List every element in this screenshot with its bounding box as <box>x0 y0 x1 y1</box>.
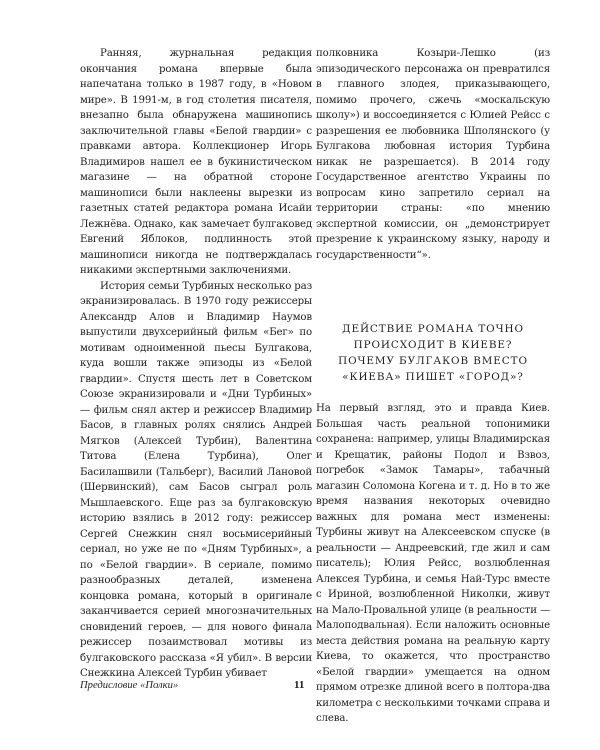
running-title: Предисловие «Полки» <box>80 680 179 691</box>
page-number: 11 <box>294 679 305 691</box>
right-column <box>316 46 550 727</box>
heading-line: «КИЕВА» ПИШЕТ «ГОРОД»? <box>342 371 524 383</box>
paragraph-continuation: полковника Козыри-Лешко (из эпизодического персонажа он превратился в главного злодея, приказывающего, помимо прочего, сжечь «москальскую школу») и воссоединяется с Юлией Рейсс с разрешения ее любовника Шполянского (у Булгакова любовная история Турбина никак не разрешается). В 2014 году Государственное агентство Украины по вопросам кино запретило сериал на территории страны: «по мнению экспертной комиссии, он „демонстрирует презрение к украинскому языку, народу и государственности“». <box>316 48 550 261</box>
paragraph-adaptations: История семьи Турбиных несколько раз экранизировалась. В 1970 году режиссеры Александр Алов и Владимир Наумов выпустили двухсерийный фильм «Бег» по мотивам одноименной пьесы Булгакова, куда вошли также эпизоды из «Белой гвардии». Спустя шесть лет в Советском Союзе экранизировали и «Дни Турбиных» — фильм снял актер и режиссер Владимир Басов, в главных ролях снялись Андрей Мягков (Алексей Турбин), Валентина Титова (Елена Турбина), Олег Басилашвили (Тальберг), Василий Лановой (Шервинский), сам Басов сыграл роль Мышлаевского. Еще раз за булгаковскую историю взялись в 2012 году: режиссер Сергей Снежкин снял восьмисерийный сериал, но уже не по «Дням Турбиных», а по «Белой гвардии». В сериале, помимо разнообразных деталей, изменена концовка романа, который в оригинале заканчивается серией многозначительных сновидений героев, — для нового финала режиссер позаимствовал мотивы из булгаковского рассказа «Я убил». В версии Снежкина Алексей Турбин убивает <box>80 280 312 679</box>
heading-line: ПОЧЕМУ БУЛГАКОВ ВМЕСТО <box>338 355 528 367</box>
section-heading <box>316 321 550 385</box>
left-column <box>80 46 312 682</box>
paragraph-kiev: На первый взгляд, это и правда Киев. Большая часть реальной топонимики сохранена: например, улицы Владимирская и Крещатик, районы Подол и Взвоз, погребок «Замок Тамары», табачный магазин Соломона Когена и т. д. Но в то же время названия некоторых очевидно важных для романа мест изменены: Турбины живут на Алексеевском спуске (в реальности — Андреевский, где жил и сам писатель); Юлия Рейсс, возлюбленная Алексея Турбина, и семья Най-Турс вместе с Ириной, возлюбленной Николки, живут на Мало-Провальной улице (в реальности — Малоподвальная). Если наложить основные места действия романа на реальную карту Киева, то окажется, что пространство «Белой гвардии» умещается на одном прямом отрезке длиной всего в полтора-два километра с несколькими точками справа и слева. <box>316 403 550 724</box>
paragraph-manuscript: Ранняя, журнальная редакция окончания романа впервые была напечатана только в 1987 году, в «Новом мире». В 1991-м, в год столетия писателя, внезапно была обнаружена машинопись заключительной главы «Белой гвардии» с правками автора. Коллекционер Игорь Владимиров нашел ее в букинистическом магазине — на обратной стороне машинописи были наклеены вырезки из газетных статей редактора романа Исайи Лежнёва. Однако, как замечает булгаковед Евгений Яблоков, подлинность этой машинописи никогда не подтверждалась никакими экспертными заключениями. <box>80 48 312 276</box>
heading-line: ПРОИСХОДИТ В КИЕВЕ? <box>353 339 513 351</box>
heading-line: ДЕЙСТВИЕ РОМАНА ТОЧНО <box>342 323 524 335</box>
